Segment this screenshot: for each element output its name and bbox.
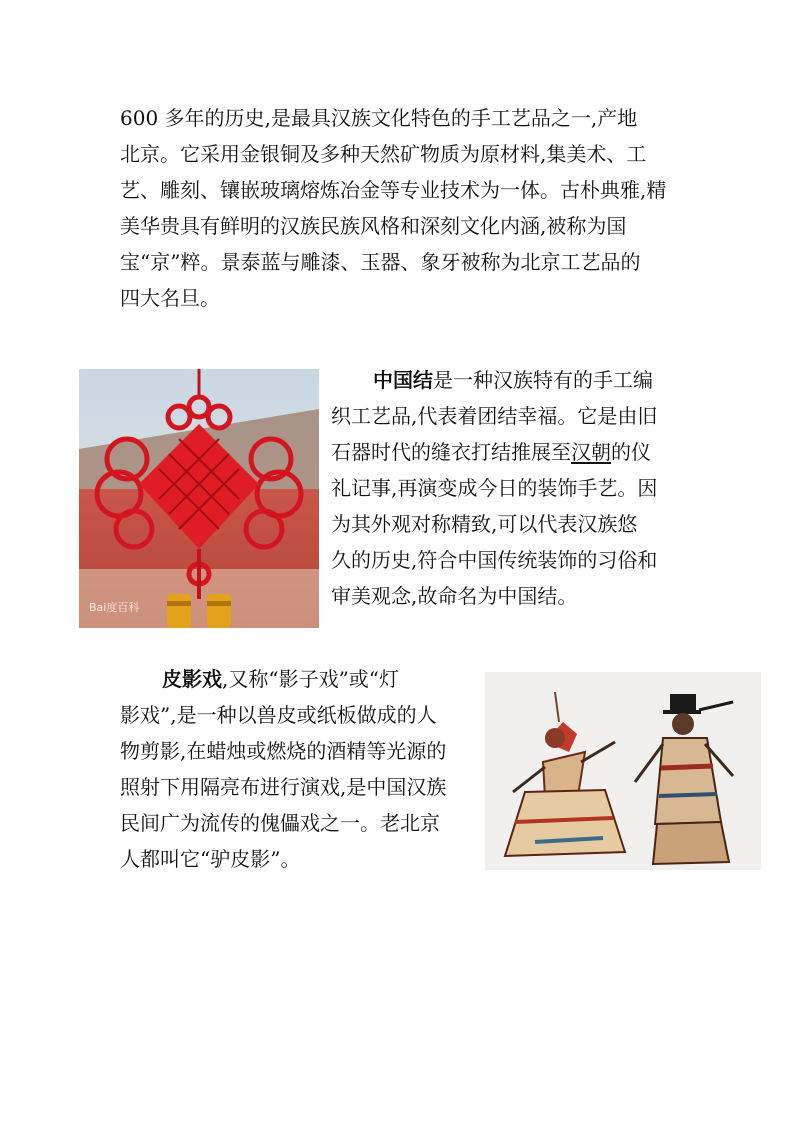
paragraph-line: 北京。它采用金银铜及多种天然矿物质为原材料,集美术、工: [120, 142, 647, 166]
paragraph-line: 民间广为流传的傀儡戏之一。老北京: [120, 811, 440, 835]
paragraph-line: 织工艺品,代表着团结幸福。它是由旧: [331, 404, 658, 428]
paragraph-line: 人都叫它“驴皮影”。: [120, 847, 301, 871]
paragraph-line: 600 多年的历史,是最具汉族文化特色的手工艺品之一,产地: [120, 106, 638, 130]
han-dynasty-link[interactable]: 汉朝: [571, 440, 611, 464]
term-shadow-play: 皮影戏: [162, 667, 222, 691]
paragraph-shadow-play: [120, 661, 480, 877]
paragraph-line: 为其外观对称精致,可以代表汉族悠: [331, 512, 638, 536]
paragraph-line: 久的历史,符合中国传统装饰的习俗和: [331, 548, 658, 572]
paragraph-text: 石器时代的缝衣打结推展至: [331, 440, 571, 464]
paragraph-chinese-knot: [331, 362, 681, 614]
term-chinese-knot: 中国结: [373, 368, 433, 392]
paragraph-line: 照射下用隔亮布进行演戏,是中国汉族: [120, 775, 447, 799]
paragraph-line: [331, 434, 681, 470]
paragraph-line: 宝“京”粹。景泰蓝与雕漆、玉器、象牙被称为北京工艺品的: [120, 250, 641, 274]
paragraph-text: 的仪: [611, 440, 651, 464]
image-watermark: Bai度百科: [89, 601, 140, 614]
paragraph-line: 四大名旦。: [120, 286, 220, 310]
paragraph-line: [331, 362, 681, 398]
paragraph-line: 艺、雕刻、镶嵌玻璃熔炼冶金等专业技术为一体。古朴典雅,精: [120, 178, 667, 202]
chinese-knot-image: [79, 369, 319, 628]
paragraph-line: 审美观念,故命名为中国结。: [331, 584, 578, 608]
shadow-puppet-image: [485, 672, 761, 870]
paragraph-line: [120, 661, 480, 697]
paragraph-text: ,又称“影子戏”或“灯: [222, 667, 400, 691]
paragraph-line: 影戏”,是一种以兽皮或纸板做成的人: [120, 703, 437, 727]
paragraph-line: 物剪影,在蜡烛或燃烧的酒精等光源的: [120, 739, 447, 763]
paragraph-line: 美华贵具有鲜明的汉族民族风格和深刻文化内涵,被称为国: [120, 214, 627, 238]
paragraph-cloisonne: [120, 100, 680, 316]
paragraph-text: 是一种汉族特有的手工编: [433, 368, 653, 392]
paragraph-line: 礼记事,再演变成今日的装饰手艺。因: [331, 476, 658, 500]
